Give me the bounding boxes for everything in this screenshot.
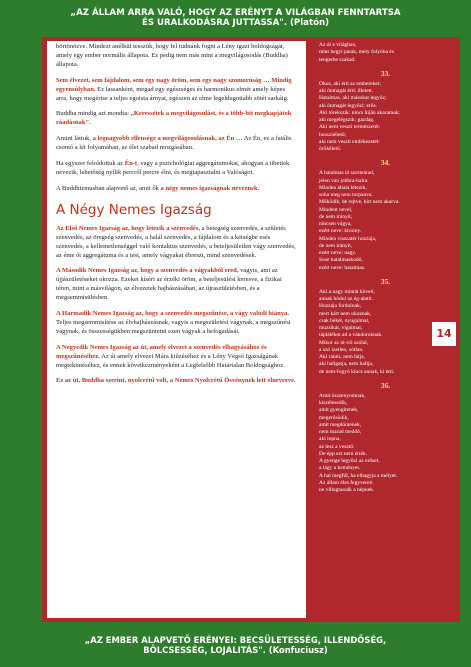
poem-line: annak hódol az ég-alatti. bbox=[319, 296, 374, 302]
poem-stanza bbox=[319, 393, 452, 495]
poem-line: soha meg nem torpanva. bbox=[319, 192, 373, 198]
poem-line: nincsen vágya, bbox=[319, 221, 352, 227]
poem-line: Hatalmas, aki másokat legyőz; bbox=[319, 95, 387, 102]
footer-quote bbox=[0, 628, 471, 667]
footer-quote-line-1: „AZ EMBER ALAPVETŐ ERÉNYEI: BECSÜLETESSÉG, ILLENDŐSÉG, bbox=[84, 635, 387, 645]
truth-2: A Második Nemes Igazság az, hogy a szenvedés a vágyakból ered, vagyis, ami az újjászületéseket okozza. Ezeket kíséri az érzéki öröm, a beteljesülést keresve, a fizikai téren, mint a másvilágon, az élvezetek hajhászásában, az újraszületésben, és a megsemmisülésben. bbox=[56, 267, 282, 302]
poem-line: a szó ízetlen, sótlan. bbox=[319, 346, 364, 353]
poem-line: Aki tőrekszik: nincs híján akaratnak; bbox=[319, 109, 400, 116]
poem-line: Hozzája fordulnak, bbox=[319, 303, 362, 310]
poem-line: tengerbe szakad. bbox=[319, 56, 356, 63]
poem-line: táplálékot ad a vándoroknak. bbox=[319, 332, 383, 339]
poem-line: Az állam éles fegyvereit bbox=[319, 479, 373, 486]
poem-line: A gyenge legyőzi az erőset, bbox=[319, 458, 380, 464]
poem-line: Minden általa létezik, bbox=[319, 184, 367, 191]
truth-1: Az Első Nemes Igazság az, hogy létezik a szenvedés, a betegség szenvedés, a születés szenvedés, az öregség szenvedés, a halál szenvedés, a fájdalom és a kétségbe esés szenvedés, a kellemetlenséggel való kontaktus szenvedés, a beteljesületlen vágy szenvedés, az éme őt aggregátuma és a test, amely vágyakat ébreszt, mind szenvedések. bbox=[56, 224, 296, 259]
poem-line: de nem-fogyó kincs annak, ki érti. bbox=[319, 368, 395, 375]
poem-line: aki lopna, bbox=[319, 436, 341, 443]
poem-line: csak békét, nyugalmat, bbox=[319, 317, 370, 324]
poem-line: ezért neve: nagy. bbox=[319, 250, 357, 256]
poem-line: Aki a nagy mintát követi, bbox=[319, 288, 376, 295]
poem-line: A hal megfúl, ha elhagyja a mélyet. bbox=[319, 472, 398, 479]
poem-line: aki nem veszti emlékezetét: bbox=[319, 138, 380, 145]
paragraph-3: Buddha mindig azt mondta: „Keressétek a megvilágosulást, és a több-bit megkapjátok ráadásnak". bbox=[56, 110, 292, 127]
poem-line: jelen van jobbra-balra. bbox=[319, 177, 369, 184]
poem-line: mint hegyi patak, mely folyóba és bbox=[319, 49, 394, 56]
paragraph-4: Amint láttuk, a legnagyobb ellensége a megvilágosulásnak, az Én … Az Én, ez a fatális csomó a lét folyamában, az élet szabad mozgásában. bbox=[56, 135, 292, 152]
stanza-number: 35. bbox=[380, 276, 391, 286]
poem-line: Okos, aki érti az embereket; bbox=[319, 80, 381, 87]
poem-line: Aki nem veszti természetét: bbox=[319, 124, 381, 131]
poem-line: megerősödik, bbox=[319, 414, 349, 421]
poem-line: amit gyengítenek, bbox=[319, 407, 359, 414]
section-title: A Négy Nemes Igazság bbox=[56, 201, 212, 218]
paragraph-2: Sem élvezet, sem fájdalom, sem egy nagy öröm, sem egy nagy szomorúság … Mindig egyensúlyban. Ez lassanként, megad egy egészséges és harmonikus elmét amely képes arra, hogy megértse a teljes egoista árnyat, egészen az elme legeldugottabb sötét sarkáig. bbox=[56, 76, 292, 102]
poem-line: ezért neve: hatalmas. bbox=[319, 264, 366, 271]
poem-line: Amit összenyomnak, bbox=[319, 392, 366, 399]
poem-line: aki önmagát legyőzi: erős. bbox=[319, 102, 378, 109]
header-quote bbox=[0, 0, 471, 36]
poem-line: az lesz a vesztő. bbox=[319, 443, 355, 450]
truth-3: A Harmadik Nemes Igazság az, hogy a szenvedés megszűnése, a vágy valódi hiánya. Teljes megsemmisítése az élvhajhászásnak, vagyis a megszületési vágynak, a megszűnési vágynak, és összességükben megszüntetni ezen vágyak a befogadását. bbox=[56, 310, 291, 335]
paragraph-6: A Buddhizmusban alapvető az, amit ők a négy nemes igazságnak neveznek. bbox=[56, 184, 260, 192]
poem-line: ne villogtassák a népnek. bbox=[319, 487, 375, 493]
poem-line: Mindent nevel, bbox=[319, 206, 353, 213]
header-quote-line-2: ÉS URALKODÁSRA JUTTASSA". (Platón) bbox=[141, 18, 330, 28]
poem-line: Mikor az út-ról szólal, bbox=[319, 339, 369, 346]
poem-line: Minden visszatér hozzája, bbox=[319, 235, 377, 242]
poem-line: De épp ezt nem érték. bbox=[319, 450, 368, 457]
poem-line: hosszúéletű; bbox=[319, 131, 347, 138]
truth-4: A Negyedik Nemes Igazság az út, amely elvezet a szenvedés elhagyásához és megszűnéséhez. Az út amely elvezet Mára kiűzéséhez és a Lény Végső Igazságának megtekintéséhez, és ennek következményeként a Legfelsőbb Határtalan Boldogsághoz. bbox=[56, 343, 285, 369]
stanza-number: 36. bbox=[380, 380, 391, 390]
paragraph-1: börtönözve. Mindezt anélkül tesszük, hogy fel tudnánk fogni a Lény igazi boldogságát, amely egy ember normális állapota. Ez pedig nem más mint a megvilágosodás (Buddha) állapota. bbox=[56, 43, 288, 68]
paragraph-5: Ha egyszer feloldottuk az Én-t, vagy a pszichológiai aggregátumokat, ahogyan a tibetiek nevezik, lehetőség nyílik percről percre élni, és megtapasztalni a Valóságot. bbox=[56, 160, 290, 176]
poem-stanza bbox=[319, 170, 452, 272]
poem-line: ezért neve: kicsiny. bbox=[319, 228, 362, 235]
main-text-column bbox=[47, 41, 306, 618]
stanza-number: 34. bbox=[380, 158, 391, 168]
poem-line: de nem irányít, bbox=[319, 213, 353, 220]
poem-line: Működik, de rejtve, hírt nem akarva. bbox=[319, 199, 400, 206]
poem-line: aki önmagát érti: illetett. bbox=[319, 88, 374, 94]
poem-line: A hatalmas út szerteárad, bbox=[319, 170, 375, 177]
poem-line: a lágy a keményet. bbox=[319, 465, 361, 472]
poem-line: nem marad meddő, bbox=[319, 429, 362, 435]
poem-line: de nem irányít, bbox=[319, 242, 353, 249]
poem-line: örökéletű. bbox=[319, 146, 342, 152]
poem-line: Az út e világban, bbox=[319, 42, 357, 48]
poem-line: aki megelégszik: gazdag. bbox=[319, 117, 375, 123]
footer-quote-line-2: BÖLCSESSÉG, LOJALITÁS". (Konfuciusz) bbox=[143, 645, 328, 655]
poem-line: amit megdöntenek, bbox=[319, 421, 362, 428]
poem-intro bbox=[319, 42, 452, 64]
header-quote-line-1: „AZ ÁLLAM ARRA VALÓ, HOGY AZ ERÉNYT A VILÁGBAN FENNTARTSA bbox=[70, 8, 401, 18]
page-number-badge: 14 bbox=[432, 322, 456, 346]
stanza-number: 33. bbox=[380, 68, 391, 78]
poem-stanza bbox=[319, 81, 452, 154]
poem-line: mert kárt nem okoznak, bbox=[319, 310, 372, 317]
poem-line: Aki ránéz, nem látja, bbox=[319, 354, 365, 360]
poem-line: aki hallgatja, nem hallja, bbox=[319, 361, 374, 368]
poem-line: muzsikát, vígalmat, bbox=[319, 325, 363, 331]
poem-line: Sose hatalmaskodó, bbox=[319, 257, 363, 264]
poem-line: kiszélesedik, bbox=[319, 400, 348, 406]
paragraph-final: Ez az út, Buddha szerint, nyolcrétű volt, a Nemes Nyolcrétű Ösvénynek lett elnevezve. bbox=[56, 377, 296, 385]
